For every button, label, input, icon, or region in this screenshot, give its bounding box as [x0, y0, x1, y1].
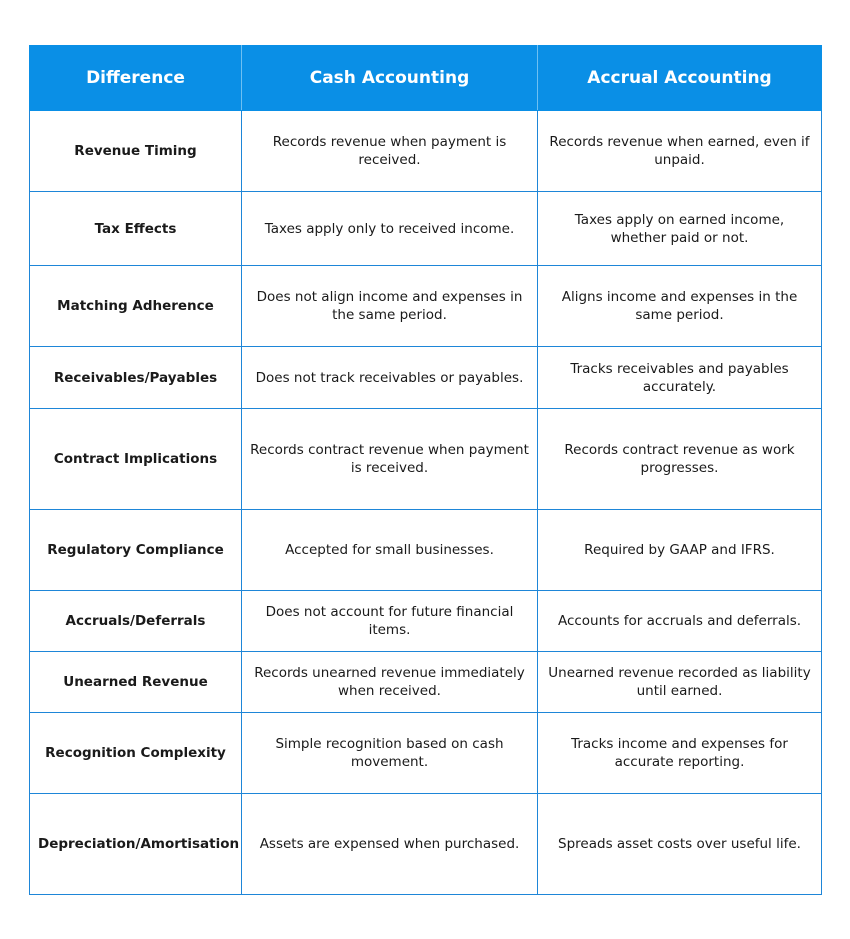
accrual-cell: Unearned revenue recorded as liability until earned.	[538, 652, 822, 713]
header-difference: Difference	[30, 46, 242, 111]
comparison-table-container	[29, 45, 821, 895]
row-label: Unearned Revenue	[30, 652, 242, 713]
row-label: Accruals/Deferrals	[30, 591, 242, 652]
cash-cell: Records revenue when payment is received.	[242, 111, 538, 192]
table-row	[30, 192, 822, 266]
cash-cell: Records contract revenue when payment is received.	[242, 409, 538, 510]
cash-cell: Taxes apply only to received income.	[242, 192, 538, 266]
table-row	[30, 347, 822, 409]
table-row	[30, 652, 822, 713]
cash-cell: Accepted for small businesses.	[242, 510, 538, 591]
row-label: Regulatory Compliance	[30, 510, 242, 591]
accrual-cell: Accounts for accruals and deferrals.	[538, 591, 822, 652]
header-accrual-accounting: Accrual Accounting	[538, 46, 822, 111]
row-label: Matching Adherence	[30, 266, 242, 347]
table-row	[30, 591, 822, 652]
row-label: Revenue Timing	[30, 111, 242, 192]
accrual-cell: Tracks receivables and payables accurately.	[538, 347, 822, 409]
accrual-cell: Required by GAAP and IFRS.	[538, 510, 822, 591]
accrual-cell: Spreads asset costs over useful life.	[538, 794, 822, 895]
header-cash-accounting: Cash Accounting	[242, 46, 538, 111]
cash-cell: Does not account for future financial items.	[242, 591, 538, 652]
table-row	[30, 713, 822, 794]
row-label: Contract Implications	[30, 409, 242, 510]
accrual-cell: Records revenue when earned, even if unpaid.	[538, 111, 822, 192]
cash-cell: Simple recognition based on cash movement.	[242, 713, 538, 794]
table-row	[30, 510, 822, 591]
accrual-cell: Taxes apply on earned income, whether paid or not.	[538, 192, 822, 266]
cash-cell: Assets are expensed when purchased.	[242, 794, 538, 895]
table-row	[30, 266, 822, 347]
row-label: Depreciation/Amortisation	[30, 794, 242, 895]
table-header-row	[30, 46, 822, 111]
cash-cell: Does not align income and expenses in the same period.	[242, 266, 538, 347]
cash-cell: Records unearned revenue immediately when received.	[242, 652, 538, 713]
table-row	[30, 794, 822, 895]
accrual-cell: Records contract revenue as work progresses.	[538, 409, 822, 510]
comparison-table	[29, 45, 822, 895]
table-row	[30, 111, 822, 192]
table-row	[30, 409, 822, 510]
row-label: Recognition Complexity	[30, 713, 242, 794]
row-label: Tax Effects	[30, 192, 242, 266]
accrual-cell: Aligns income and expenses in the same period.	[538, 266, 822, 347]
accrual-cell: Tracks income and expenses for accurate reporting.	[538, 713, 822, 794]
row-label: Receivables/Payables	[30, 347, 242, 409]
cash-cell: Does not track receivables or payables.	[242, 347, 538, 409]
